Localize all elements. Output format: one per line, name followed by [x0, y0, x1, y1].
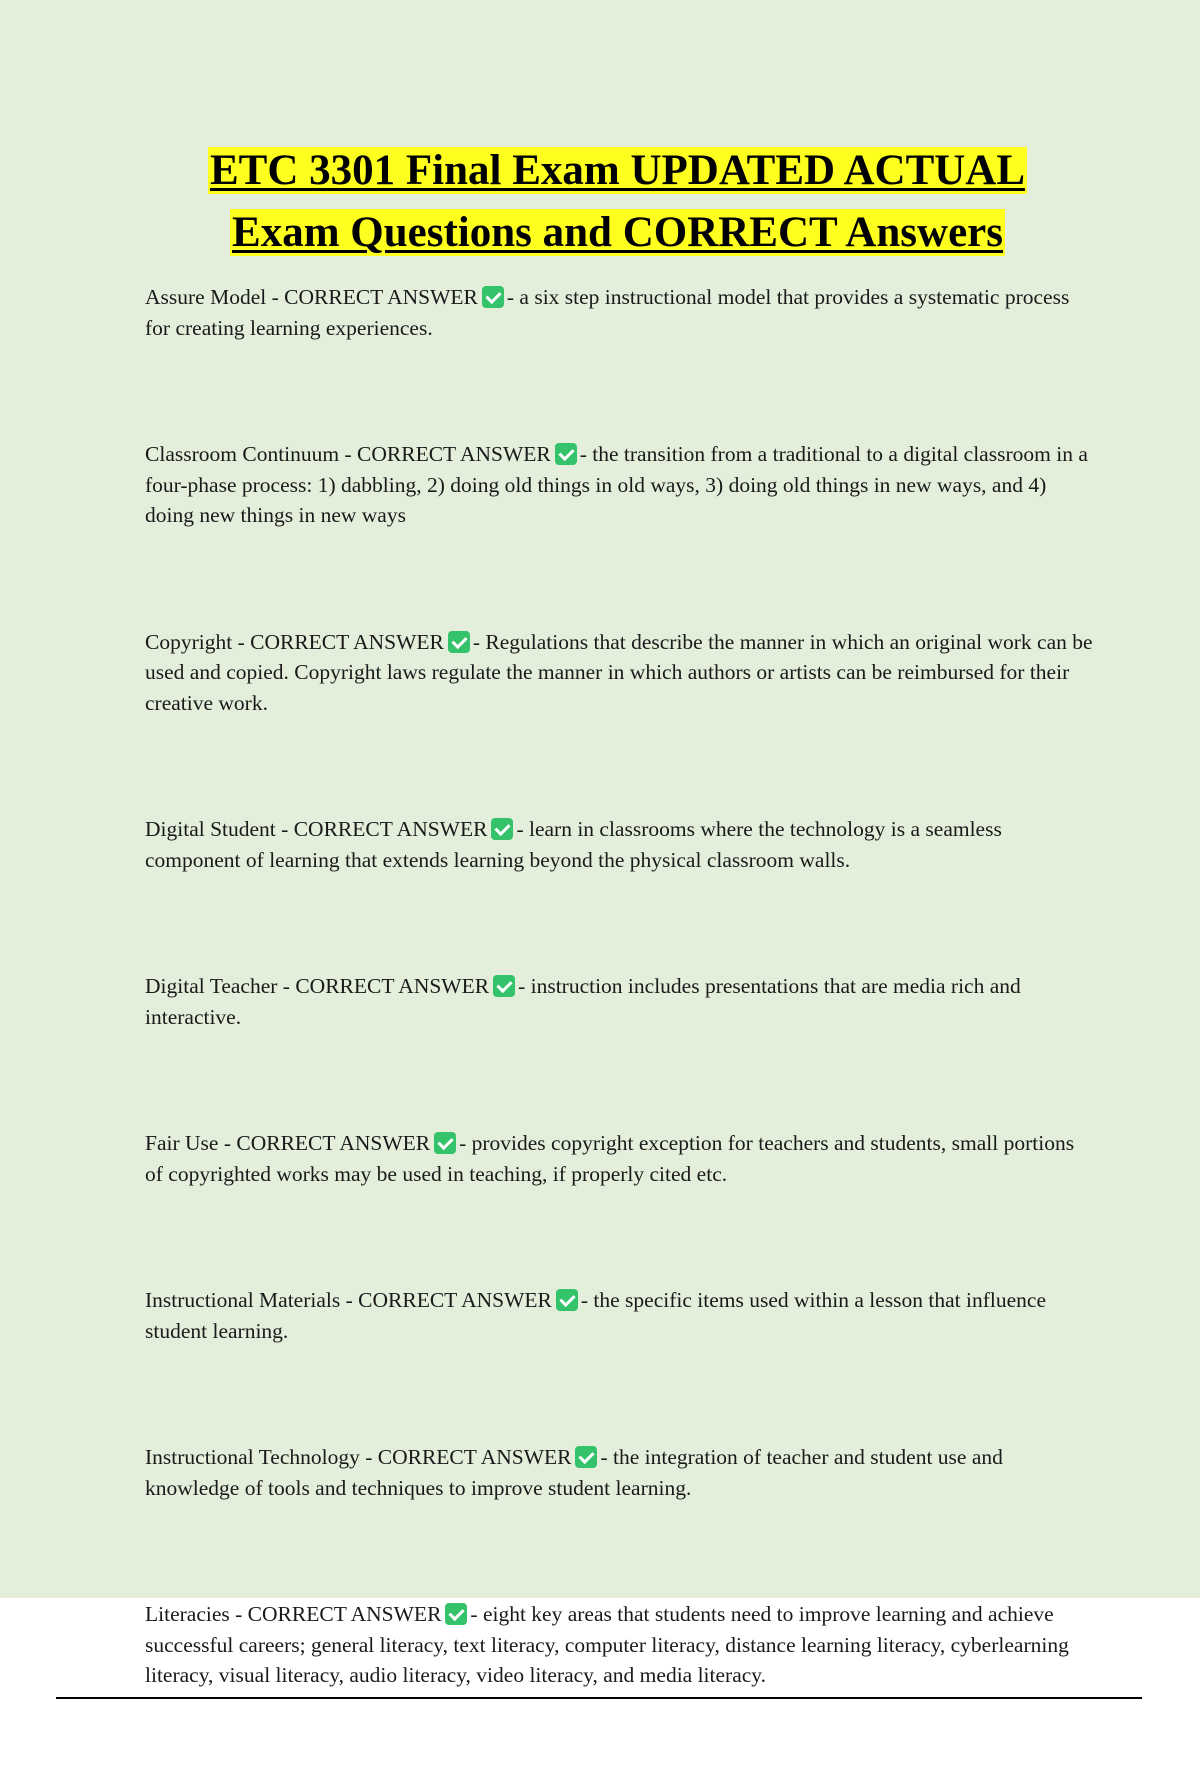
qa-entry: [145, 1285, 1095, 1346]
entry-definition: - instruction includes presentations that are media rich and interactive.: [145, 974, 1021, 1029]
qa-entry: [145, 1599, 1095, 1691]
qa-entry: [145, 1128, 1095, 1189]
entry-answer-label: - CORRECT ANSWER: [218, 1131, 431, 1155]
entry-definition: - eight key areas that students need to improve learning and achieve successful careers; general literacy, text literacy, computer literacy, distance learning literacy, cyberlearning literacy, visual literacy, audio literacy, video literacy, and media literacy.: [145, 1602, 1069, 1687]
entry-term: Copyright: [145, 629, 233, 654]
title-line-2: Exam Questions and CORRECT Answers: [232, 209, 1003, 256]
entry-answer-label: - CORRECT ANSWER: [340, 1288, 552, 1312]
entry-definition: - the transition from a traditional to a digital classroom in a four-phase process: 1) dabbling, 2) doing old things in old ways, 3) doing old things in new ways, and 4) doing new things in new ways: [145, 442, 1088, 527]
check-box-icon: [491, 818, 513, 840]
entry-answer-label: - CORRECT ANSWER: [232, 629, 444, 654]
entry-term: Instructional Materials: [145, 1288, 341, 1312]
entry-term: Digital Teacher: [145, 974, 278, 998]
check-box-icon: [575, 1446, 597, 1468]
entry-definition: - Regulations that describe the manner in which an original work can be used and copied. Copyright laws regulate the manner in which authors or artists can be reimbursed for their creative work.: [145, 629, 1093, 715]
check-box-icon: [434, 1132, 456, 1154]
entry-term: Assure Model: [145, 285, 267, 309]
check-box-icon: [482, 286, 504, 308]
title-line-1: ETC 3301 Final Exam UPDATED ACTUAL: [209, 147, 1026, 194]
check-box-icon: [448, 631, 470, 653]
entry-term: Digital Student: [145, 817, 276, 841]
entry-term: Instructional Technology: [145, 1445, 360, 1469]
check-box-icon: [445, 1603, 467, 1625]
entry-answer-label: - CORRECT ANSWER: [339, 442, 551, 466]
entry-answer-label: - CORRECT ANSWER: [359, 1445, 572, 1469]
qa-entry: [145, 282, 1095, 343]
entry-definition: - the integration of teacher and student use and knowledge of tools and techniques to improve student learning.: [145, 1445, 1003, 1500]
document-title: [130, 140, 1105, 264]
entry-term: Classroom Continuum: [145, 442, 340, 466]
check-box-icon: [493, 975, 515, 997]
qa-entry: [145, 439, 1095, 531]
check-box-icon: [556, 1289, 578, 1311]
entry-answer-label: - CORRECT ANSWER: [277, 974, 490, 998]
footer-divider: [56, 1697, 1142, 1699]
entry-term: Literacies: [145, 1602, 230, 1626]
qa-entry: [145, 1442, 1095, 1503]
entry-answer-label: - CORRECT ANSWER: [275, 817, 488, 841]
entry-definition: - a six step instructional model that provides a systematic process for creating learning experiences.: [145, 285, 1070, 340]
qa-entry: [145, 971, 1095, 1032]
check-box-icon: [555, 443, 577, 465]
entry-definition: - provides copyright exception for teachers and students, small portions of copyrighted works may be used in teaching, if properly cited etc.: [145, 1131, 1075, 1186]
entry-term: Fair Use: [145, 1131, 219, 1155]
entry-definition: - learn in classrooms where the technology is a seamless component of learning that extends learning beyond the physical classroom walls.: [145, 817, 1002, 872]
entry-answer-label: - CORRECT ANSWER: [229, 1602, 442, 1626]
entry-answer-label: - CORRECT ANSWER: [266, 285, 478, 309]
qa-list: [145, 282, 1095, 1787]
entry-definition: - the specific items used within a lesson that influence student learning.: [145, 1288, 1046, 1343]
qa-entry: [145, 627, 1095, 719]
qa-entry: [145, 814, 1095, 875]
